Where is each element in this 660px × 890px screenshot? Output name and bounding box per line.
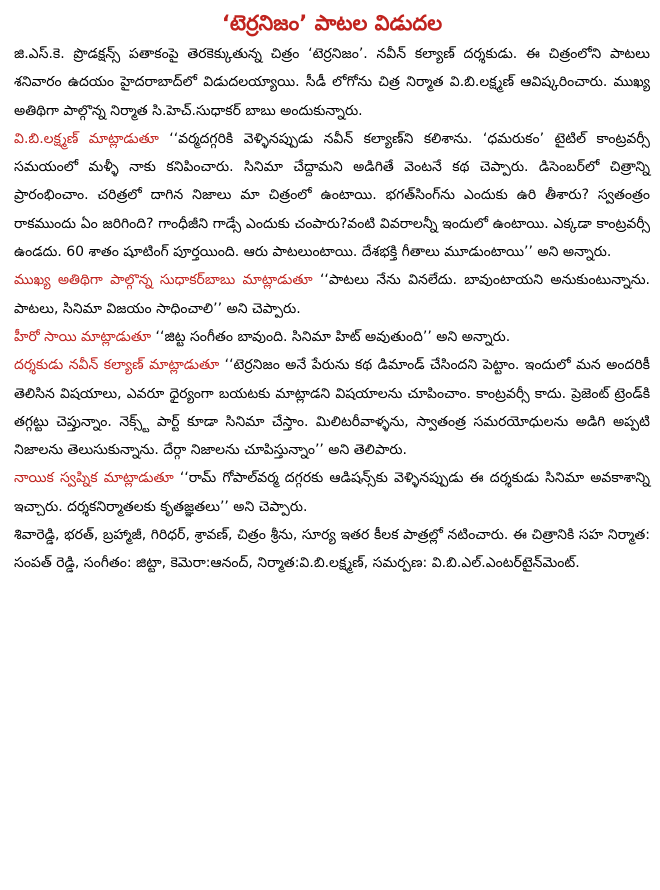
paragraph-guest-quote [14, 266, 650, 323]
paragraph-text: ‘‘జిట్ట సంగీతం బావుంది. సినిమా హిట్ అవుతుంది’’ అని అన్నారు. [151, 328, 511, 345]
paragraph-hero-quote [14, 323, 650, 351]
speaker-label: హీరో సాయి మాట్లాడుతూ [14, 328, 152, 345]
speaker-label: దర్శకుడు నవీన్ కల్యాణ్ మాట్లాడుతూ [14, 357, 220, 374]
paragraph-text: ‘‘పాటలు నేను వినలేదు. బావుంటాయని అనుకుంటున్నాను. పాటలు, సినిమా విజయం సాధించాలి’’ అని చెప్పారు. [14, 272, 650, 317]
paragraph-text: జి.ఎస్.కె. ప్రొడక్షన్స్ పతాకంపై తెరకెక్కుతున్న చిత్రం ‘టెర్రనిజం’. నవీన్ కల్యాణ్ దర్శకుడు. ఈ చిత్రంలోని పాటలు శనివారం ఉదయం హైదరాబాద్‌లో విడుదలయ్యాయి. సీడీ లోగోను చిత్ర నిర్మాత వి.బి.లక్ష్మణ్ ఆవిష్కరించారు. ముఖ్య అతిథిగా పాల్గొన్న నిర్మాత సి.హెచ్.సుధాకర్ బాబు అందుకున్నారు. [14, 46, 650, 119]
speaker-label: నాయిక స్వప్నిక మాట్లాడుతూ [14, 470, 174, 487]
paragraph-producer-quote [14, 125, 650, 266]
speaker-label: వి.బి.లక్ష్మణ్ మాట్లాడుతూ [14, 130, 159, 147]
paragraph-director-quote [14, 351, 650, 464]
speaker-label: ముఖ్య అతిథిగా పాల్గొన్న సుధాకర్‌బాబు మాట్లాడుతూ [14, 272, 313, 289]
paragraph-text: ‘‘వర్మదగ్గరికి వెళ్ళినప్పుడు నవీన్ కల్యాణ్‌ని కలిశాను. ‘ధమరుకం’ టైటిల్ కాంట్రవర్సీ సమయంలో మళ్ళీ నాకు కనిపించారు. సినిమా చేద్దామని అడిగితే వెంటనే కథ చెప్పారు. డిసెంబర్‌లో చిత్రాన్ని ప్రారంభించాం. చరిత్రలో దాగిన నిజాలు మా చిత్రంలో ఉంటాయి. భగత్‌సింగ్‌ను ఎందుకు ఉరి తీశారు? స్వతంత్రం రాకముందు ఏం జరిగింది? గాంధీజీని గాడ్సే ఎందుకు చంపారు?వంటి వివరాలన్నీ ఇందులో ఉంటాయి. ఎక్కడా కాంట్రవర్సీ ఉండదు. 60 శాతం షూటింగ్ పూర్తయింది. ఆరు పాటలుంటాయి. దేశభక్తి గీతాలు మూడుంటాయి’’ అని అన్నారు. [14, 130, 650, 261]
paragraph-heroine-quote [14, 464, 650, 521]
paragraph-text: ‘‘టెర్రనిజం అనే పేరును కథ డిమాండ్ చేసిందని పెట్టాం. ఇందులో మన అందరికీ తెలిసిన విషయాలు, ఎవరూ ధైర్యంగా బయటకు మాట్లాడని విషయాలను చూపించాం. కాంట్రవర్సీ కాదు. ప్రెజెంట్ ట్రెండ్‌కి తగ్గట్టు చెప్తున్నాం. నెక్స్ట్ పార్ట్ కూడా సినిమా చేస్తాం. మిలిటరీవాళ్ళను, స్వాతంత్ర సమరయోధులను అడిగి అప్పటి నిజాలను తెలుసుకున్నాను. దేర్గా నిజాలను చూపిస్తున్నాం’’ అని తెలిపారు. [14, 357, 650, 459]
paragraph-intro [14, 40, 650, 125]
paragraph-text: ‘‘రామ్ గోపాల్‌వర్మ దగ్గరకు ఆడిషన్స్‌కు వెళ్ళినప్పుడు ఈ దర్శకుడు సినిమా అవకాశాన్ని ఇచ్చారు. దర్శకనిర్మాతలకు కృతజ్ఞతలు’’ అని చెప్పారు. [14, 470, 651, 515]
paragraph-text: శివారెడ్డి, భరత్, బ్రహ్మాజీ, గిరిధర్, శ్రావణ్, చిత్రం శ్రీను, సూర్య ఇతర కీలక పాత్రల్లో నటించారు. ఈ చిత్రానికి సహ నిర్మాత: సంపత్ రెడ్డి, సంగీతం: జిట్టా, కెమెరా:ఆనంద్, నిర్మాత:వి.బి.లక్ష్మణ్, సమర్పణ: వి.బి.ఎల్.ఎంటర్‌టైన్‌మెంట్. [14, 527, 650, 572]
paragraph-credits [14, 521, 650, 578]
article-headline: ‘టెర్రనిజం’ పాటల విడుదల [221, 11, 443, 35]
